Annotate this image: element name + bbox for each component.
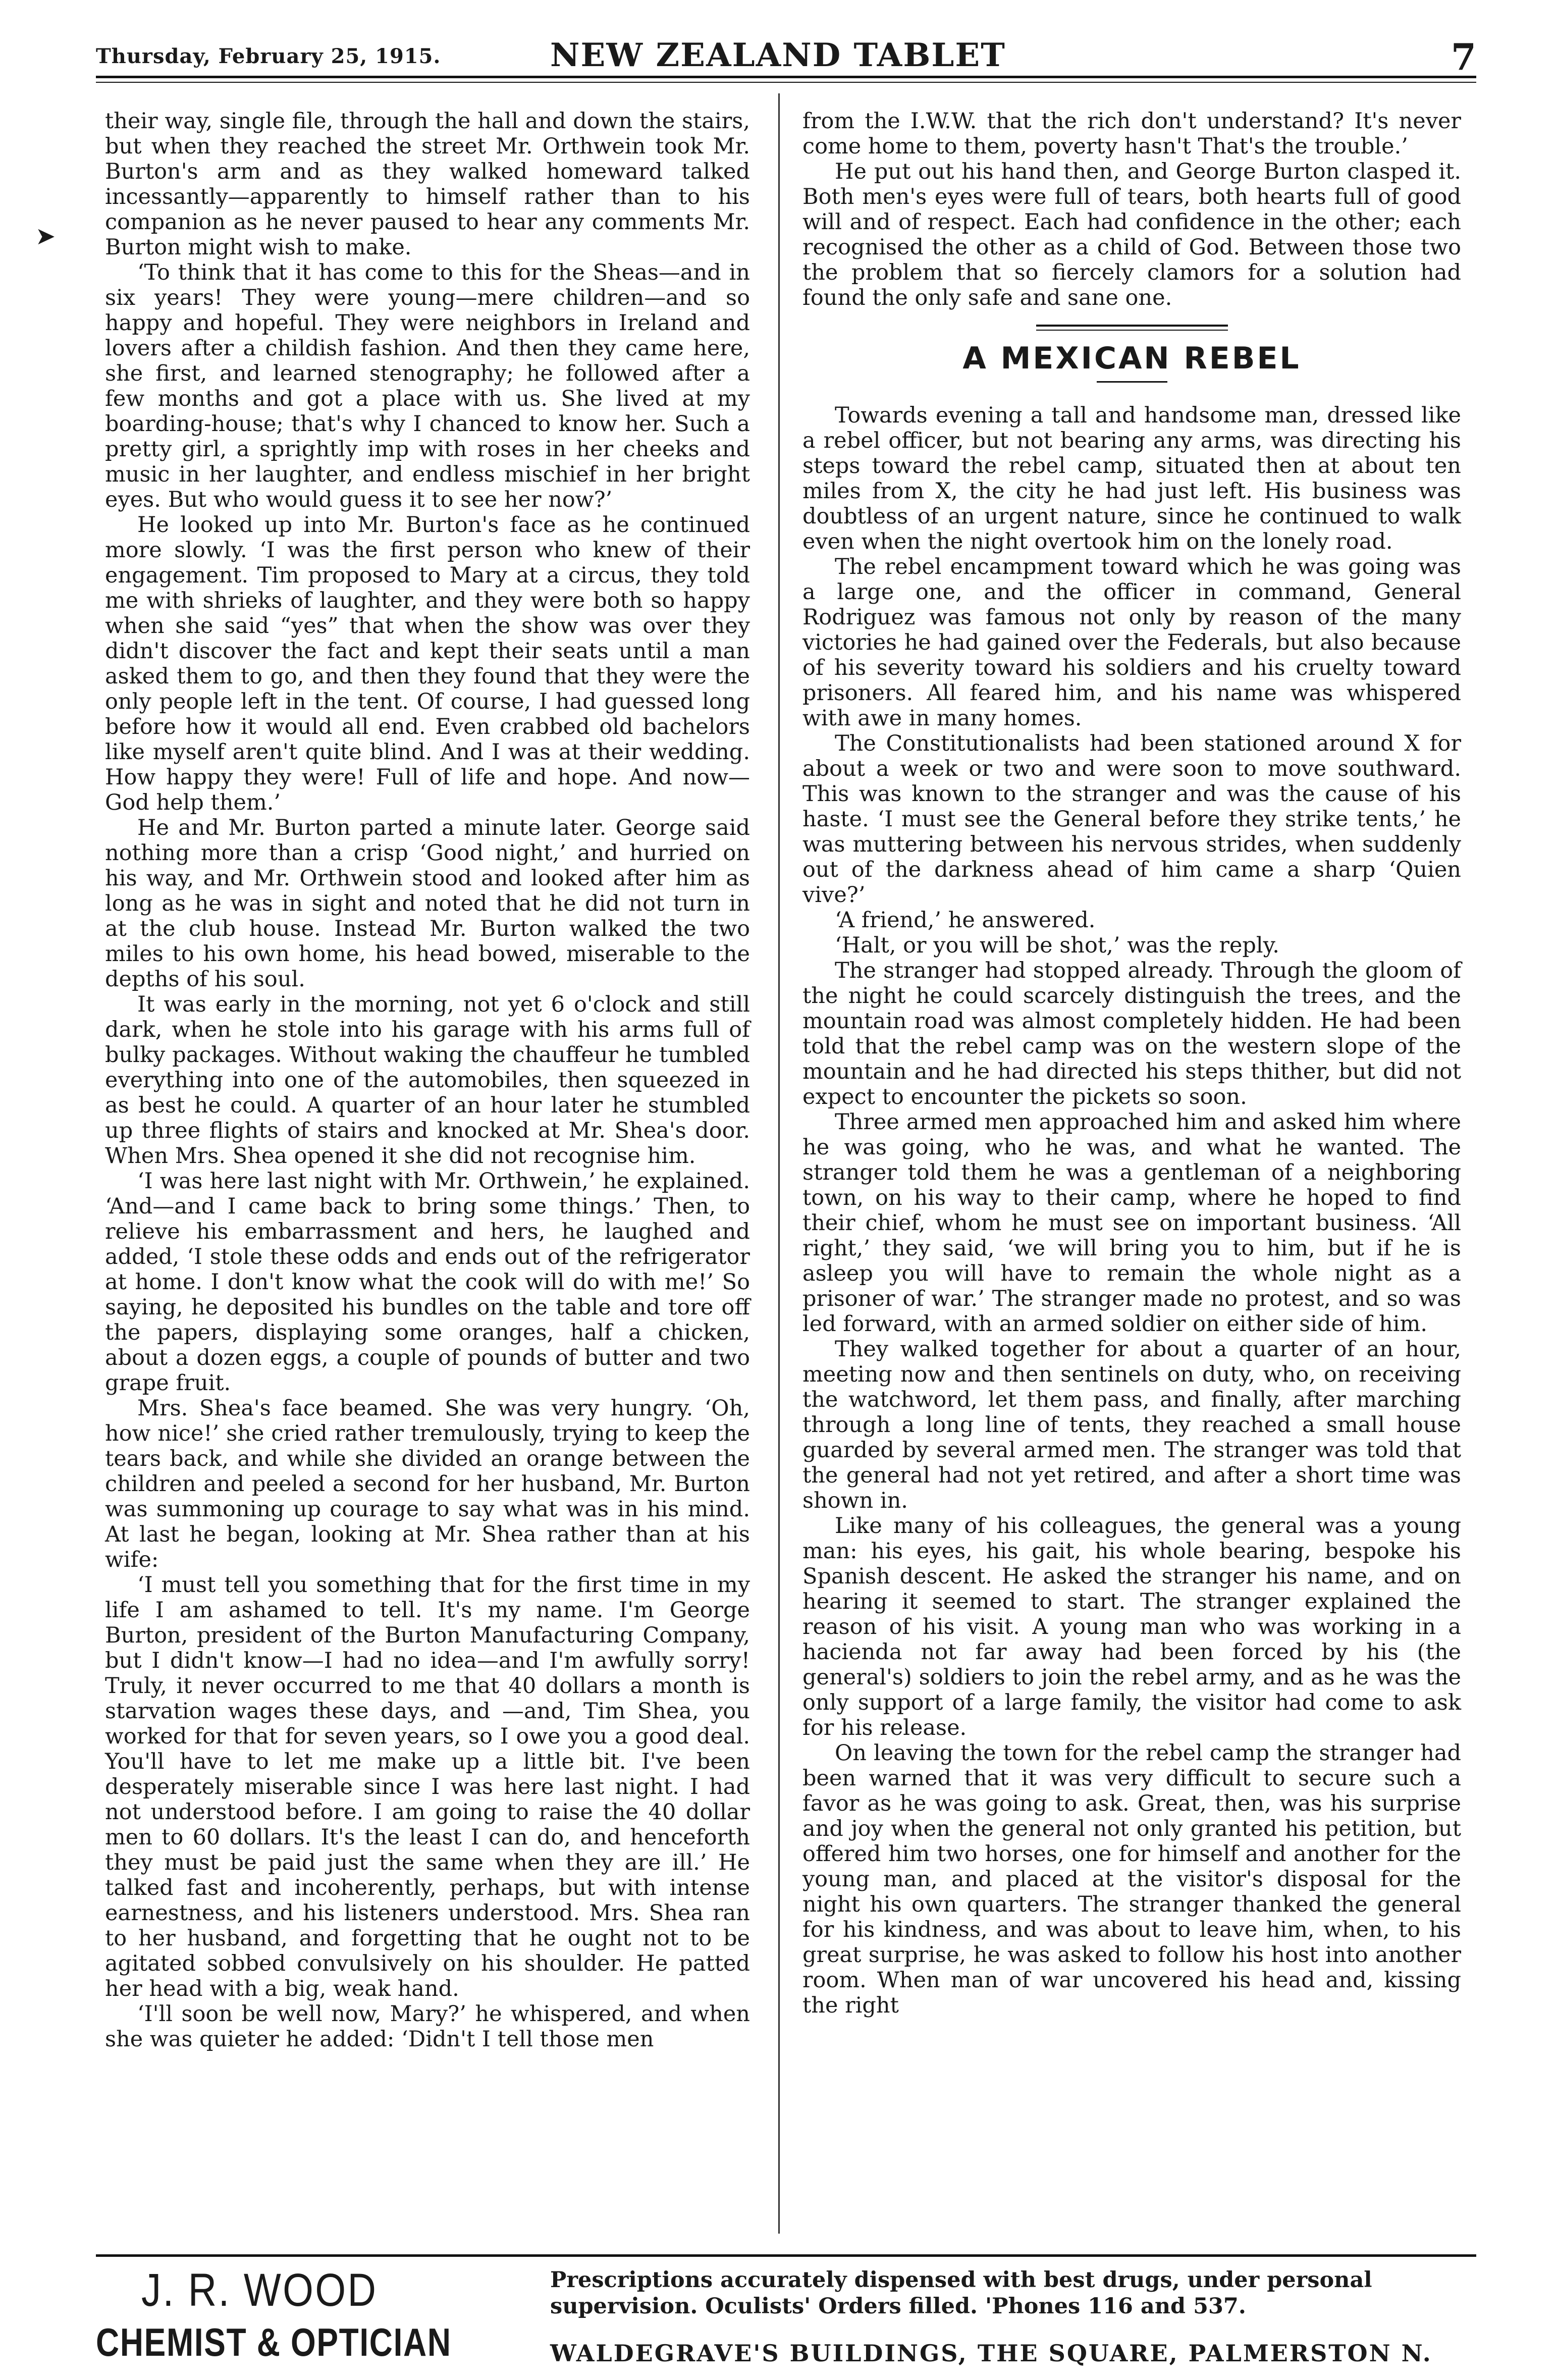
paragraph: Towards evening a tall and handsome man, dressed like a rebel officer, but not bearing any arms, was directing his steps toward the rebel camp, situated then at about ten miles from X, the city he had just left. His business was doubtless of an urgent nature, since he continued to walk even when the night overtook him on the lonely road. (802, 403, 1461, 554)
issue-date: Thursday, February 25, 1915. (96, 44, 441, 68)
paragraph: from the I.W.W. that the rich don't understand? It's never come home to them, poverty hasn't That's the trouble.’ (802, 109, 1461, 159)
paragraph: ‘To think that it has come to this for the Sheas—and in six years! They were young—mere children—and so happy and hopeful. They were neighbors in Ireland and lovers after a childish fashion. And then they came here, she first, and learned stenography; he followed after a few months and got a place with us. She lived at my boarding-house; that's why I chanced to know her. Such a pretty girl, a sprightly imp with roses in her cheeks and music in her laughter, and endless mischief in her bright eyes. But who would guess it to see her now?’ (105, 260, 750, 512)
paragraph: Three armed men approached him and asked him where he was going, who he was, and what he wanted. The stranger told them he was a gentleman of a neighboring town, on his way to their camp, where he hoped to find their chief, whom he must see on important business. ‘All right,’ they said, ‘we will bring you to him, but if he is asleep you will have to remain the whole night as a prisoner of war.’ The stranger made no protest, and so was led forward, with an armed soldier on either side of him. (802, 1109, 1461, 1337)
page-header (96, 35, 1476, 86)
advertisement-text: Prescriptions accurately dispensed with best drugs, under personal supervision. Oculists' Orders filled. 'Phones 116 and 537. (550, 2267, 1372, 2319)
header-rule (96, 76, 1476, 78)
paragraph: He looked up into Mr. Burton's face as he continued more slowly. ‘I was the first person who knew of their engagement. Tim proposed to Mary at a circus, they told me with shrieks of laughter, and they were both so happy when she said “yes” that when the show was over they didn't discover the fact and kept their seats until a man asked them to go, and then they found that they were the only people left in the tent. Of course, I had guessed long before how it would all end. Even crabbed old bachelors like myself aren't quite blind. And I was at their wedding. How happy they were! Full of life and hope. And now—God help them.’ (105, 512, 750, 815)
paragraph: ‘Halt, or you will be shot,’ was the reply. (835, 933, 1279, 958)
title-underline (1097, 381, 1167, 383)
paragraph: ‘I'll soon be well now, Mary?’ he whispered, and when she was quieter he added: ‘Didn't I tell those men (105, 2001, 750, 2052)
publication-title: NEW ZEALAND TABLET (550, 36, 1006, 74)
paragraph: He and Mr. Burton parted a minute later. George said nothing more than a crisp ‘Good night,’ and hurried on his way, and Mr. Orthwein stood and looked after him as long as he was in sight and noted that he did not turn in at the club house. Instead Mr. Burton walked the two miles to his own home, his head bowed, miserable to the depths of his soul. (105, 815, 750, 992)
paragraph: ‘I must tell you something that for the first time in my life I am ashamed to tell. It's my name. I'm George Burton, president of the Burton Manufacturing Company, but I didn't know—I had no idea—and I'm awfully sorry! Truly, it never occurred to me that 40 dollars a month is starvation wages these days, and —and, Tim Shea, you worked for that for seven years, so I owe you a good deal. You'll have to let me make up a little bit. I've been desperately miserable since I was here last night. I had not understood before. I am going to raise the 40 dollar men to 60 dollars. It's the least I can do, and henceforth they must be paid just the same when they are ill.’ He talked fast and incoherently, perhaps, but with intense earnestness, and his listeners understood. Mrs. Shea ran to her husband, and forgetting that he ought not to be agitated sobbed convulsively on his shoulder. He patted her head with a big, weak hand. (105, 1572, 750, 2001)
advertiser-name: J. R. WOOD (141, 2264, 378, 2316)
page-number: 7 (1451, 35, 1476, 78)
column-divider (778, 93, 780, 2234)
paragraph: He put out his hand then, and George Burton clasped it. Both men's eyes were full of tears, both hearts full of good will and of respect. Each had confidence in the other; each recognised the other as a child of God. Between those two the problem that so fiercely clamors for a solution had found the only safe and sane one. (802, 159, 1461, 310)
footer-rule (96, 2254, 1476, 2257)
paragraph: Mrs. Shea's face beamed. She was very hungry. ‘Oh, how nice!’ she cried rather tremulously, trying to keep the tears back, and while she divided an orange between the children and peeled a second for her husband, Mr. Burton was summoning up courage to say what was in his mind. At last he began, looking at Mr. Shea rather than at his wife: (105, 1396, 750, 1572)
advertiser-business: CHEMIST & OPTICIAN (96, 2320, 452, 2364)
paragraph: their way, single file, through the hall and down the stairs, but when they reached the street Mr. Orthwein took Mr. Burton's arm and as they walked homeward talked incessantly—apparently to himself rather than to his companion as he never paused to hear any comments Mr. Burton might wish to make. (105, 109, 750, 260)
paragraph: It was early in the morning, not yet 6 o'clock and still dark, when he stole into his garage with his arms full of bulky packages. Without waking the chauffeur he tumbled everything into one of the automobiles, then squeezed in as best he could. A quarter of an hour later he stumbled up three flights of stairs and knocked at Mr. Shea's door. When Mrs. Shea opened it she did not recognise him. (105, 992, 750, 1169)
right-column (802, 109, 1461, 2018)
paragraph: On leaving the town for the rebel camp the stranger had been warned that it was very difficult to secure such a favor as he was going to ask. Great, then, was his surprise and joy when the general not only granted his petition, but offered him two horses, one for himself and another for the young man, and placed at the visitor's disposal for the night his own quarters. The stranger thanked the general for his kindness, and was about to leave him, when, to his great surprise, he was asked to follow his host into another room. When man of war uncovered his head and, kissing the right (802, 1740, 1461, 2018)
margin-arrow-icon: ➤ (35, 222, 56, 250)
article-title: A MEXICAN REBEL (962, 341, 1301, 376)
paragraph: ‘I was here last night with Mr. Orthwein,’ he explained. ‘And—and I came back to bring some things.’ Then, to relieve his embarrassment and hers, he laughed and added, ‘I stole these odds and ends out of the refrigerator at home. I don't know what the cook will do with me!’ So saying, he deposited his bundles on the table and tore off the papers, displaying some oranges, half a chicken, about a dozen eggs, a couple of pounds of butter and two grape fruit. (105, 1169, 750, 1396)
left-column (105, 109, 750, 2052)
paragraph: They walked together for about a quarter of an hour, meeting now and then sentinels on duty, who, on receiving the watchword, let them pass, and finally, after marching through a long line of tents, they reached a small house guarded by several armed men. The stranger was told that the general had not yet retired, and after a short time was shown in. (802, 1337, 1461, 1513)
advertisement (96, 2264, 1476, 2375)
paragraph: The stranger had stopped already. Through the gloom of the night he could scarcely distinguish the trees, and the mountain road was almost completely hidden. He had been told that the rebel camp was on the western slope of the mountain and he had directed his steps thither, but did not expect to encounter the pickets so soon. (802, 958, 1461, 1109)
paragraph: The rebel encampment toward which he was going was a large one, and the officer in command, General Rodriguez was famous not only by reason of the many victories he had gained over the Federals, but also because of his severity toward his soldiers and his cruelty toward prisoners. All feared him, and his name was whispered with awe in many homes. (802, 554, 1461, 731)
advertiser-address: WALDEGRAVE'S BUILDINGS, THE SQUARE, PALMERSTON N. (550, 2340, 1432, 2367)
paragraph: The Constitutionalists had been stationed around X for about a week or two and were soon to move southward. This was known to the stranger and was the cause of his haste. ‘I must see the General before they strike tents,’ he was muttering between his nervous strides, when suddenly out of the darkness ahead of him came a sharp ‘Quien vive?’ (802, 731, 1461, 908)
section-divider (1036, 325, 1228, 331)
header-rule-thin (96, 82, 1476, 83)
paragraph: ‘A friend,’ he answered. (835, 908, 1096, 933)
paragraph: Like many of his colleagues, the general was a young man: his eyes, his gait, his whole bearing, bespoke his Spanish descent. He asked the stranger his name, and on hearing it seemed to start. The stranger explained the reason of his visit. A young man who was working in a hacienda not far away had been forced by his (the general's) soldiers to join the rebel army, and as he was the only support of a large family, the visitor had come to ask for his release. (802, 1513, 1461, 1740)
